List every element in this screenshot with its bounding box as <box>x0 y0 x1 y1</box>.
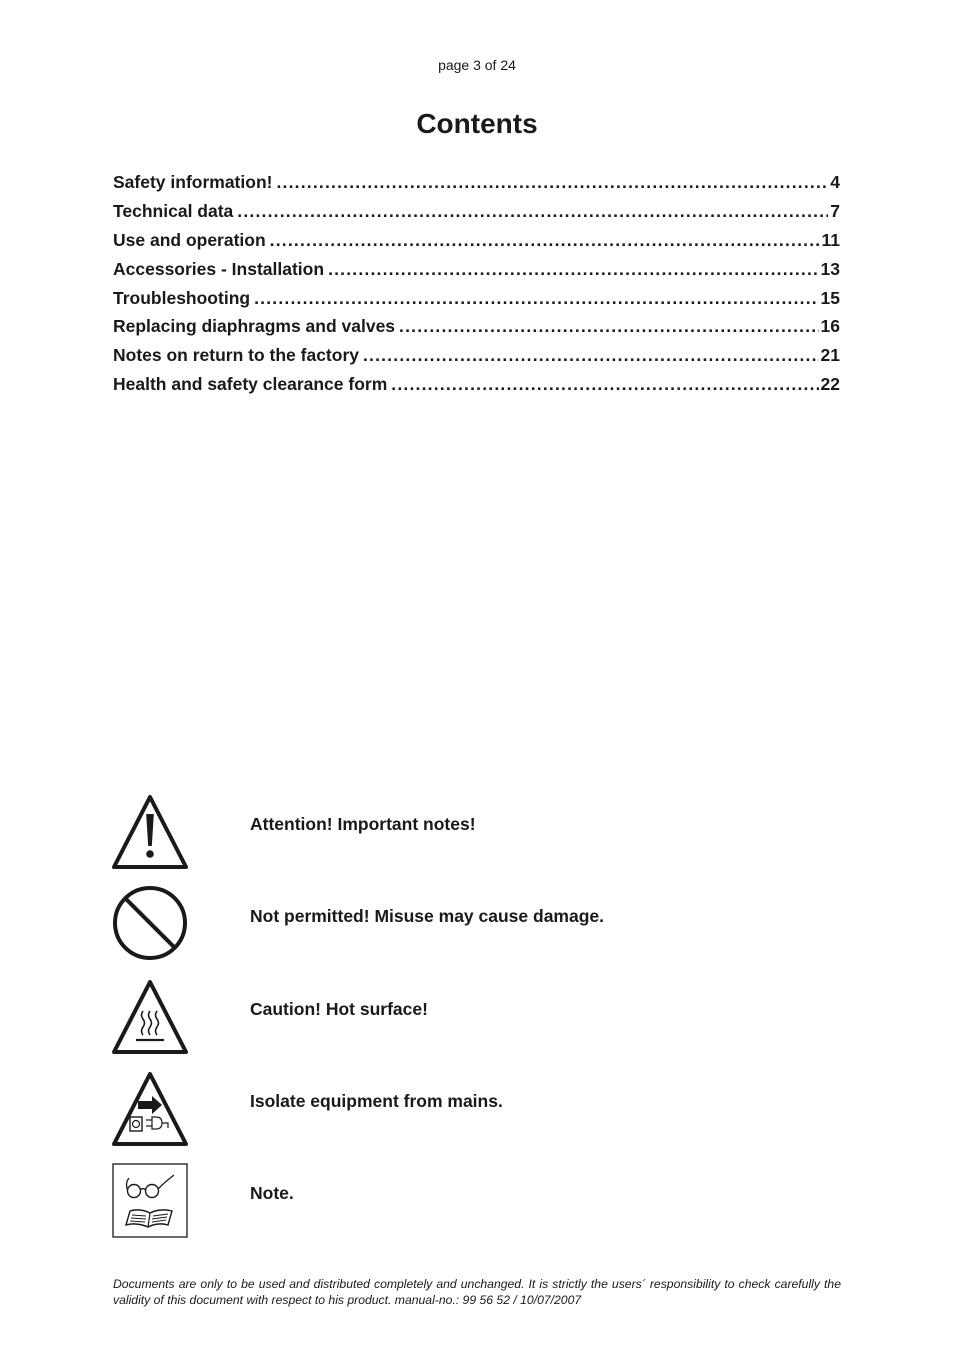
isolate-mains-icon <box>112 1071 188 1147</box>
page-title: Contents <box>416 108 538 139</box>
toc-entry-replacing-diaphragms[interactable] <box>113 316 840 345</box>
symbol-description: Caution! Hot surface! <box>250 998 428 1019</box>
toc-entry-notes-on-return[interactable] <box>113 345 840 374</box>
toc-entry-page: 7 <box>830 200 840 221</box>
hot-surface-icon <box>112 979 188 1055</box>
symbol-description: Attention! Important notes! <box>250 814 476 834</box>
toc-leader-dots <box>276 172 828 193</box>
toc-entry-technical-data[interactable] <box>113 201 840 230</box>
toc-entry-label: Troubleshooting <box>113 287 251 308</box>
toc-entry-accessories-installation[interactable] <box>113 259 840 288</box>
toc-entry-health-and-safety[interactable] <box>113 374 840 403</box>
toc-entry-label: Technical data <box>113 200 234 221</box>
toc-entry-page: 22 <box>820 374 840 395</box>
toc-entry-use-and-operation[interactable] <box>113 230 840 259</box>
toc-entry-page: 21 <box>820 345 840 366</box>
toc-entry-safety-information[interactable] <box>113 172 840 201</box>
toc-entry-label: Health and safety clearance form <box>113 374 388 395</box>
toc-leader-dots <box>328 259 818 280</box>
note-glasses-book-icon <box>112 1163 188 1239</box>
symbol-description: Note. <box>250 1183 294 1204</box>
toc-entry-troubleshooting[interactable] <box>113 288 840 317</box>
toc-entry-page: 4 <box>830 172 840 192</box>
symbol-description: Isolate equipment from mains. <box>250 1090 503 1111</box>
toc-leader-dots <box>363 345 819 366</box>
toc-leader-dots <box>237 201 828 222</box>
toc-entry-page: 13 <box>820 258 840 279</box>
symbol-row-attention <box>112 794 852 886</box>
toc-leader-dots <box>399 316 818 337</box>
symbol-description: Not permitted! Misuse may cause damage. <box>250 906 604 927</box>
toc-entry-label: Accessories - Installation <box>113 258 325 279</box>
toc-entry-label: Use and operation <box>113 229 266 250</box>
toc-entry-page: 15 <box>820 287 840 308</box>
footer-disclaimer: Documents are only to be used and distributed completely and unchanged. It is strictly the users´ responsibility to check carefully the validity of this document with respect to his product. manual-no.: 99 56 52 / 10/07/2007 <box>113 1277 841 1307</box>
warning-triangle-icon <box>112 794 188 870</box>
symbol-row-note <box>112 1163 852 1255</box>
toc-leader-dots <box>254 288 818 309</box>
toc-entry-label: Replacing diaphragms and valves <box>113 316 396 337</box>
symbol-row-not-permitted <box>112 886 852 978</box>
table-of-contents <box>113 172 840 403</box>
toc-entry-page: 16 <box>820 316 840 337</box>
toc-leader-dots <box>391 374 818 395</box>
toc-entry-page: 11 <box>821 229 840 250</box>
symbol-row-hot-surface <box>112 979 852 1071</box>
page-number: page 3 of 24 <box>438 57 516 73</box>
toc-entry-label: Notes on return to the factory <box>113 345 359 366</box>
toc-entry-label: Safety information! <box>113 172 273 192</box>
symbol-legend <box>112 794 852 1255</box>
prohibited-icon <box>112 886 188 962</box>
symbol-row-isolate-mains <box>112 1071 852 1163</box>
toc-leader-dots <box>270 230 820 251</box>
